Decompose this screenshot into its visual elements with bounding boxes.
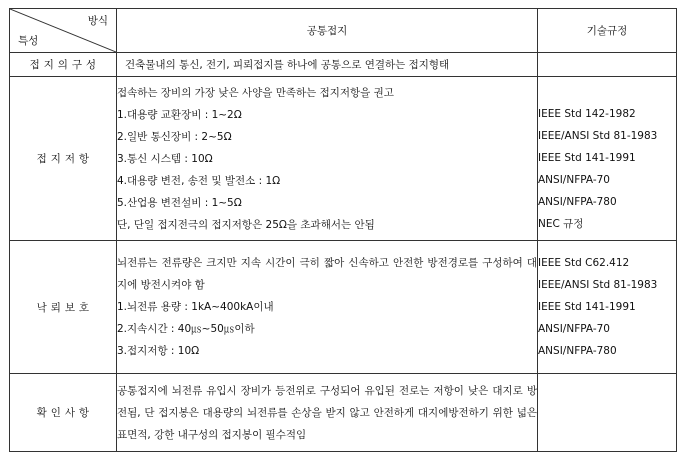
standard-item: NEC 규정 [538,218,584,230]
header-row [10,9,677,53]
standard-item: IEEE Std 141-1991 [538,301,636,313]
resistance-content [117,77,538,241]
corner-property-label: 특성 [18,35,39,47]
standard-item: IEEE Std 142-1982 [538,108,636,120]
standard-item: ANSI/NFPA-70 [538,174,610,186]
check-content [117,374,538,452]
composition-text: 건축물내의 통신, 전기, 피뢰접지를 하나에 공통으로 연결하는 접지형태 [117,53,538,77]
check-label: 확 인 사 항 [10,374,117,452]
lightning-row [10,241,677,374]
corner-method-label: 방식 [87,15,108,27]
corner-header-cell [10,9,117,53]
resistance-line: 1.대용량 교환장비 : 1~2Ω [117,108,242,121]
lightning-line: 2.지속시간 : 40㎲~50㎲이하 [117,323,255,335]
composition-label: 접 지 의 구 성 [10,53,117,77]
resistance-row [10,77,677,241]
resistance-label: 접 지 저 항 [10,77,117,241]
standards-header: 기술규정 [538,9,677,53]
composition-standards [538,53,677,77]
lightning-standards [538,241,677,374]
standard-item: ANSI/NFPA-70 [538,323,610,335]
resistance-line: 4.대용량 변전, 송전 및 발전소 : 1Ω [117,174,281,187]
standard-item: IEEE/ANSI Std 81-1983 [538,279,658,291]
standard-item: IEEE Std C62.412 [538,257,630,269]
common-ground-header: 공통접지 [117,9,538,53]
resistance-standards [538,77,677,241]
composition-row [10,53,677,77]
standard-item: ANSI/NFPA-780 [538,196,617,208]
lightning-content [117,241,538,374]
check-row [10,374,677,452]
lightning-line: 1.뇌전류 용량 : 1kA~400kA이내 [117,301,274,313]
standard-item: IEEE/ANSI Std 81-1983 [538,130,658,142]
lightning-label: 낙 뢰 보 호 [10,241,117,374]
lightning-intro: 뇌전류는 전류량은 크지만 지속 시간이 극히 짧아 신속하고 안전한 방전경로를 구성하여 대지에 방전시켜야 함 [117,257,537,291]
resistance-line: 3.통신 시스템 : 10Ω [117,152,213,165]
resistance-line: 단, 단일 접지전극의 접지저항은 25Ω을 초과해서는 안됨 [117,218,375,231]
resistance-line: 5.산업용 변전설비 : 1~5Ω [117,196,242,209]
resistance-line: 접속하는 장비의 가장 낮은 사양을 만족하는 접지저항을 권고 [117,86,394,99]
grounding-spec-table [9,8,677,452]
check-standards [538,374,677,452]
standard-item: IEEE Std 141-1991 [538,152,636,164]
lightning-line: 3.접지저항 : 10Ω [117,345,200,357]
resistance-line: 2.일반 통신장비 : 2~5Ω [117,130,232,143]
standard-item: ANSI/NFPA-780 [538,345,617,357]
check-text: 공통접지에 뇌전류 유입시 장비가 등전위로 구성되어 유입된 전로는 저항이 낮은 대지로 방전됨, 단 접지봉은 대용량의 뇌전류를 손상을 받지 않고 안전하게 대지에방전하기 위한 넓은 표면적, 강한 내구성의 접지봉이 필수적임 [117,384,537,441]
